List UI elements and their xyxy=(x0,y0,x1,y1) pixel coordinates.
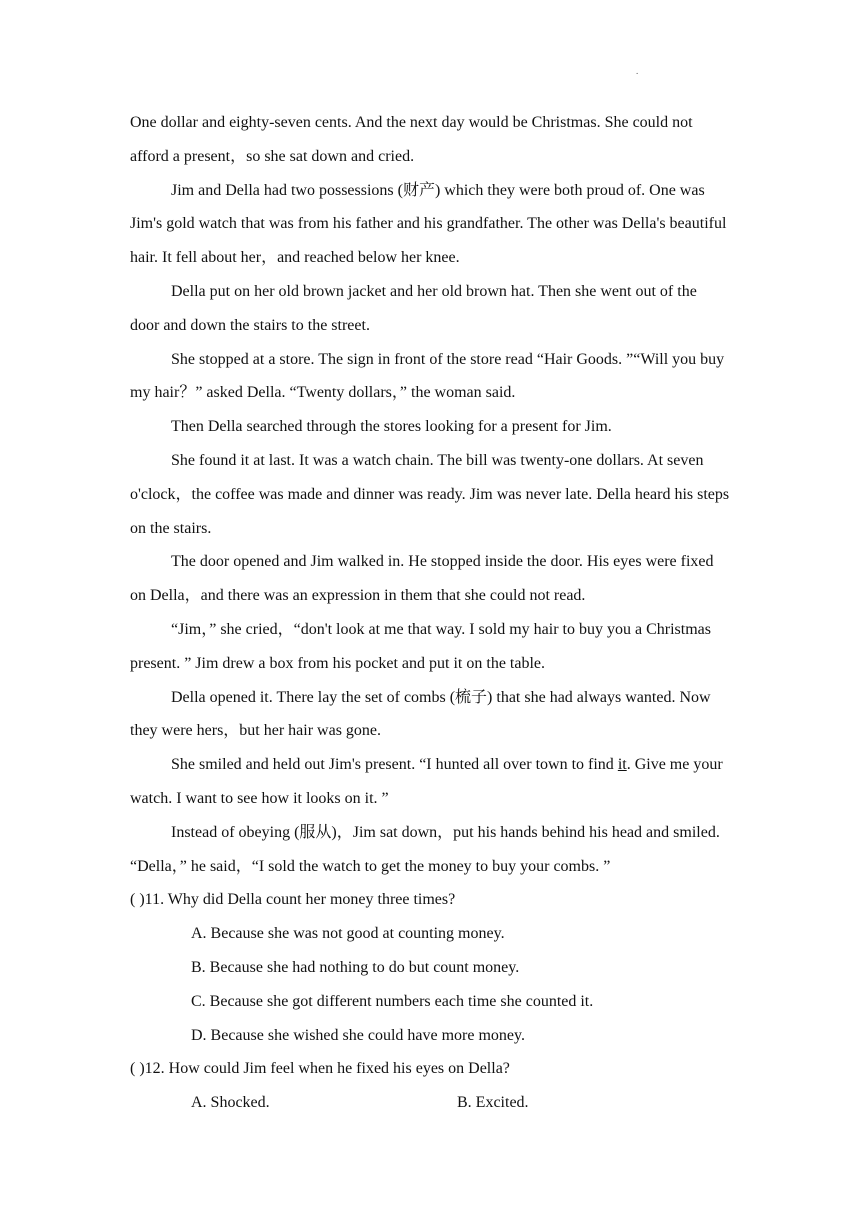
question-11-option-b: B. Because she had nothing to do but count money. xyxy=(191,958,520,976)
question-11-stem: ( )11. Why did Della count her money three times? xyxy=(130,891,456,909)
header-mark: . xyxy=(636,66,639,76)
passage-paragraph-6: She found it at last. It was a watch chain. The bill was twenty-one dollars. At seven o'clock，the coffee was made and dinner was ready. Jim was never late. Della heard his steps on the stairs. xyxy=(130,451,730,537)
question-11-option-a: A. Because she was not good at counting money. xyxy=(191,925,505,943)
para-text-before: She smiled and held out Jim's present. “I hunted all over town to find xyxy=(171,756,618,774)
passage-paragraph-11: Instead of obeying (服从)，Jim sat down，put his hands behind his head and smiled. “Della，” he said，“I sold the watch to get the money to buy your combs. ” xyxy=(130,823,720,875)
question-11-option-d: D. Because she wished she could have more money. xyxy=(191,1026,525,1044)
passage-paragraph-5: Then Della searched through the stores looking for a present for Jim. xyxy=(171,418,612,436)
question-12-option-b: B. Excited. xyxy=(457,1094,529,1112)
passage-paragraph-4: She stopped at a store. The sign in front of the store read “Hair Goods. ”“Will you buy my hair？” asked Della. “Twenty dollars，” the woman said. xyxy=(130,350,725,402)
passage-paragraph-3: Della put on her old brown jacket and her old brown hat. Then she went out of the door and down the stairs to the street. xyxy=(130,282,697,334)
underlined-word: it xyxy=(617,756,627,774)
question-12-option-a: A. Shocked. xyxy=(191,1094,270,1112)
passage-paragraph-10 xyxy=(130,748,730,816)
document-page xyxy=(130,106,730,1120)
passage-paragraph-8: “Jim，” she cried，“don't look at me that way. I sold my hair to buy you a Christmas present. ” Jim drew a box from his pocket and put it on the table. xyxy=(130,620,711,672)
question-12-stem: ( )12. How could Jim feel when he fixed his eyes on Della? xyxy=(130,1060,510,1078)
passage-paragraph-1: One dollar and eighty-seven cents. And the next day would be Christmas. She could not afford a present，so she sat down and cried. xyxy=(130,114,693,165)
para-text-after: . Give me your watch. I want to see how it looks on it. ” xyxy=(130,756,723,807)
passage-paragraph-2: Jim and Della had two possessions (财产) which they were both proud of. One was Jim's gold watch that was from his father and his grandfather. The other was Della's beautiful hair. It fell about her，and reached below her knee. xyxy=(130,181,727,267)
passage-paragraph-9: Della opened it. There lay the set of combs (梳子) that she had always wanted. Now they were hers，but her hair was gone. xyxy=(130,688,711,740)
passage-paragraph-7: The door opened and Jim walked in. He stopped inside the door. His eyes were fixed on Della，and there was an expression in them that she could not read. xyxy=(130,553,714,605)
question-12-options-row xyxy=(130,1086,730,1120)
question-11-option-c: C. Because she got different numbers each time she counted it. xyxy=(191,992,594,1010)
